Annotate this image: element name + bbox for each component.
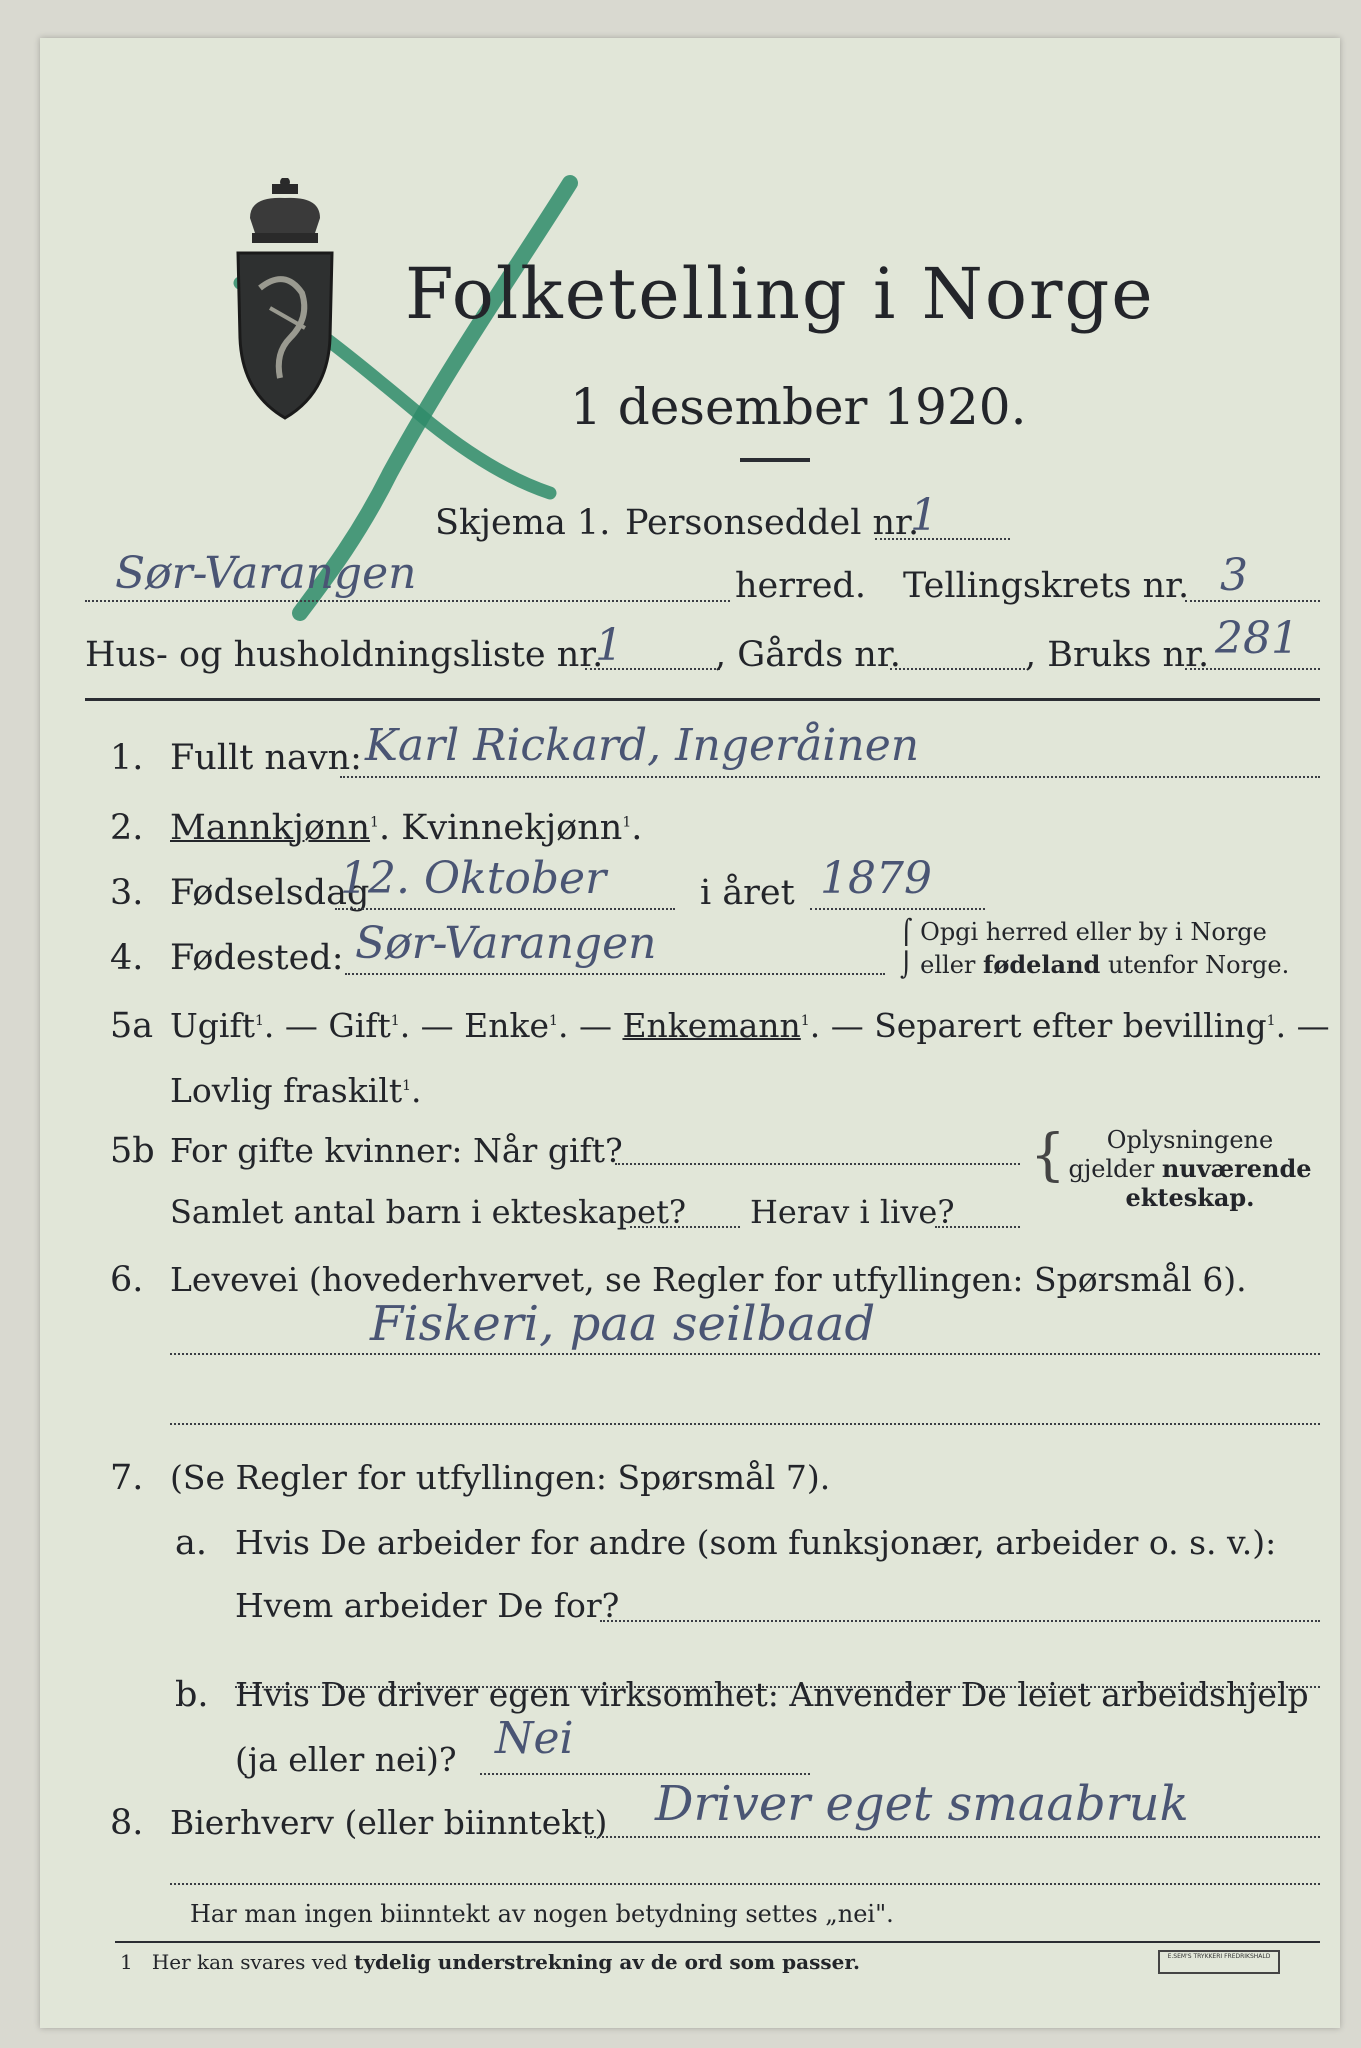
occupation-value[interactable]: Fiskeri, paa seilbaad [370,1296,876,1352]
q8-number: 8. [110,1803,144,1843]
q7a-line1: Hvis De arbeider for andre (som funksjonær, arbeider o. s. v.): [235,1523,1277,1562]
q7b-line1: Hvis De driver egen virksomhet: Anvender De leiet arbeidshjelp [235,1675,1309,1714]
gender-male[interactable]: Mannkjønn [170,808,371,848]
birth-date-value[interactable]: 12. Oktober [340,853,607,904]
q5b-line1: For gifte kvinner: Når gift? [170,1131,623,1170]
q7-number: 7. [110,1458,144,1498]
bruks-value[interactable]: 281 [1215,613,1299,664]
status-gift[interactable]: Gift [328,1006,391,1045]
q4-number: 4. [110,938,144,978]
status-enke[interactable]: Enke [464,1006,550,1045]
footnote: 1 Her kan svares ved tydelig understrekning av de ord som passer. [120,1950,860,1974]
footnote-divider [115,1941,1320,1943]
q8-label: Bierhverv (eller biinntekt) [170,1803,608,1842]
husholdningsliste-label: Hus- og husholdningsliste nr. [85,635,604,675]
q1-number: 1. [110,738,144,778]
q5a-number: 5a [110,1006,154,1046]
q7-label: (Se Regler for utfyllingen: Spørsmål 7). [170,1458,831,1497]
q1-label: Fullt navn: [170,738,362,778]
personseddel-value[interactable]: 1 [910,490,938,541]
husholdningsliste-value[interactable]: 1 [595,620,623,671]
gender-options: Mannkjønn$^1$. Kvinnekjønn$^1$. [170,808,643,848]
q7b-number: b. [175,1675,209,1715]
status-separert[interactable]: Separert efter bevilling [874,1006,1267,1045]
census-date: 1 desember 1920. [570,378,1027,436]
birth-year-value[interactable]: 1879 [820,853,932,904]
form-title: Folketelling i Norge [405,253,1155,335]
herred-value[interactable]: Sør-Varangen [115,548,417,599]
q5b-note: Oplysningene gjelder nuværende ekteskap. [1068,1126,1312,1212]
personseddel-label: Personseddel nr. [625,503,920,543]
tellingskrets-label: Tellingskrets nr. [903,566,1190,606]
q5b-line2a: Samlet antal barn i ekteskapet? [170,1193,687,1231]
q3-year-label: i året [700,873,795,913]
bruks-label: , Bruks nr. [1025,635,1210,675]
nei-note: Har man ingen biinntekt av nogen betydning settes „nei". [190,1900,894,1928]
marital-status-options: Ugift$^1$. — Gift$^1$. — Enke$^1$. — Enkemann$^1$. — Separert efter bevilling$^1$. — [170,1006,1330,1045]
q6-number: 6. [110,1260,144,1300]
gender-female[interactable]: Kvinnekjønn [401,808,623,848]
secondary-income-value[interactable]: Driver eget smaabruk [655,1776,1189,1832]
q4-label: Fødested: [170,938,344,978]
full-name-value[interactable]: Karl Rickard, Ingeråinen [365,720,920,771]
birthplace-value[interactable]: Sør-Varangen [355,918,657,969]
printer-stamp: E.SEM'S TRYKKERI FREDRIKSHALD [1158,1950,1280,1974]
status-fraskilt[interactable]: Lovlig fraskilt$^1$. [170,1071,422,1110]
q3-number: 3. [110,873,144,913]
q5b-line2b: Herav i live? [750,1193,955,1231]
q2-number: 2. [110,808,144,848]
q7a-line2: Hvem arbeider De for? [235,1586,620,1625]
q7a-number: a. [175,1523,207,1563]
q3-label: Fødselsdag [170,873,370,913]
q6-label: Levevei (hovederhvervet, se Regler for utfyllingen: Spørsmål 6). [170,1260,1247,1299]
skjema-label: Skjema 1. [435,503,611,543]
tellingskrets-value[interactable]: 3 [1220,550,1248,601]
census-form-sheet [40,38,1340,2028]
header-divider [85,698,1320,701]
herred-label: herred. [735,566,866,606]
title-divider [740,458,810,462]
q5b-number: 5b [110,1131,155,1171]
q7b-line2: (ja eller nei)? [235,1740,457,1779]
status-enkemann[interactable]: Enkemann [622,1006,801,1045]
hired-help-value[interactable]: Nei [495,1713,574,1764]
gards-label: , Gårds nr. [715,635,901,675]
status-ugift[interactable]: Ugift [170,1006,255,1045]
q4-note: ⌠ Opgi herred eller by i Norge ⌡ eller fødeland utenfor Norge. [900,918,1290,979]
brace-icon: { [1030,1123,1066,1188]
coat-of-arms-icon [230,178,340,423]
